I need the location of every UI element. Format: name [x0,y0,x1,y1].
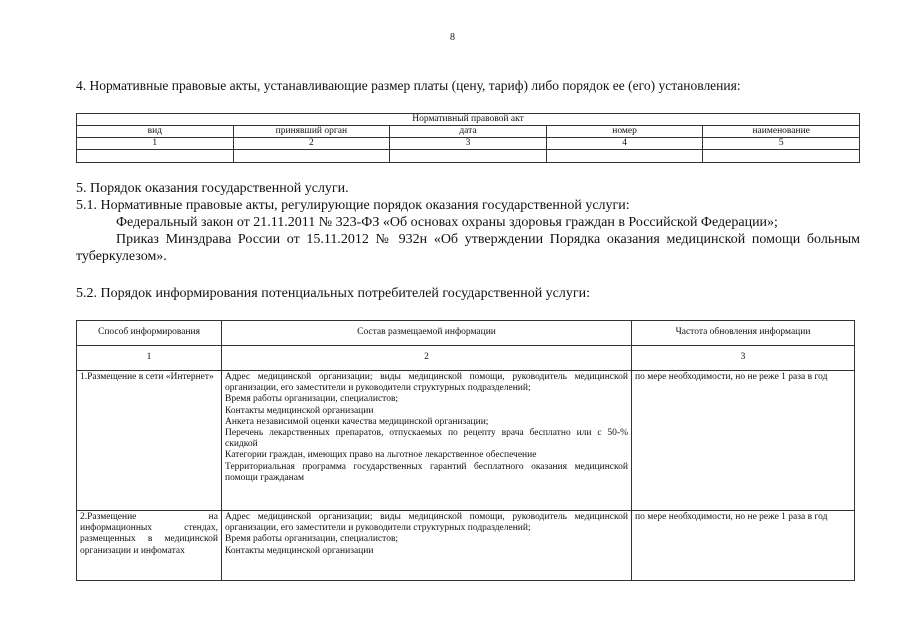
column-number: 3 [390,138,547,150]
table-row [77,150,860,163]
info-line: Территориальная программа государственных гарантий бесплатного оказания медицинской помощи гражданам [225,461,628,483]
column-number: 1 [77,138,234,150]
column-number: 3 [632,346,855,371]
frequency-cell: по мере необходимости, но не реже 1 раза в год [632,511,855,581]
section-5-title: 5. Порядок оказания государственной услуги. [76,181,349,196]
info-line: Время работы организации, специалистов; [225,534,399,545]
empty-cell [546,150,703,163]
table-row [77,511,855,581]
column-header: дата [390,126,547,138]
section-4-title: 4. Нормативные правовые акты, устанавливающие размер платы (цену, тариф) либо порядок ее (его) установления: [76,78,741,93]
column-number: 5 [703,138,860,150]
informing-table [76,320,855,581]
column-header: номер [546,126,703,138]
column-header: принявший орган [233,126,390,138]
empty-cell [703,150,860,163]
column-header: Способ информирования [77,321,222,346]
law-order: Приказ Минздрава России от 15.11.2012 № 932н «Об утверждении Порядка оказания медицинской помощи больным туберкулезом». [76,232,860,264]
section-5-1-title: 5.1. Нормативные правовые акты, регулирующие порядок оказания государственной услуги: [76,198,630,213]
legal-acts-table [76,113,860,163]
info-line: Перечень лекарственных препаратов, отпускаемых по рецепту врача бесплатно или с 50-% скидкой [225,428,628,450]
empty-cell [233,150,390,163]
column-number: 4 [546,138,703,150]
table-group-header: Нормативный правовой акт [77,114,860,126]
column-header: вид [77,126,234,138]
method-cell: 1.Размещение в сети «Интернет» [77,371,222,511]
info-line: Контакты медицинской организации [225,545,374,556]
method-cell: 2.Размещение на информационных стендах, размещенных в медицинской организации и инфоматах [77,511,222,581]
empty-cell [390,150,547,163]
empty-cell [77,150,234,163]
column-number: 2 [222,346,632,371]
column-number: 1 [77,346,222,371]
table-row [77,371,855,511]
info-line: Категории граждан, имеющих право на льготное лекарственное обеспечение [225,450,537,461]
info-cell [222,371,632,511]
info-cell [222,511,632,581]
page-number: 8 [450,32,455,43]
info-line: Контакты медицинской организации [225,405,374,416]
info-line: Адрес медицинской организации; виды медицинской помощи, руководитель медицинской организации, его заместители и руководители структурных подразделений; [225,372,628,394]
column-number: 2 [233,138,390,150]
section-5-2-title: 5.2. Порядок информирования потенциальных потребителей государственной услуги: [76,286,591,301]
info-line: Время работы организации, специалистов; [225,394,399,405]
column-header: Частота обновления информации [632,321,855,346]
column-header: Состав размещаемой информации [222,321,632,346]
info-line: Адрес медицинской организации; виды медицинской помощи, руководитель медицинской организации, его заместители и руководители структурных подразделений; [225,512,628,534]
column-header: наименование [703,126,860,138]
frequency-cell: по мере необходимости, но не реже 1 раза в год [632,371,855,511]
info-line: Анкета независимой оценки качества медицинской организации; [225,416,489,427]
law-federal: Федеральный закон от 21.11.2011 № 323-ФЗ «Об основах охраны здоровья граждан в Российской Федерации»; [116,215,778,230]
section-5 [76,180,860,265]
